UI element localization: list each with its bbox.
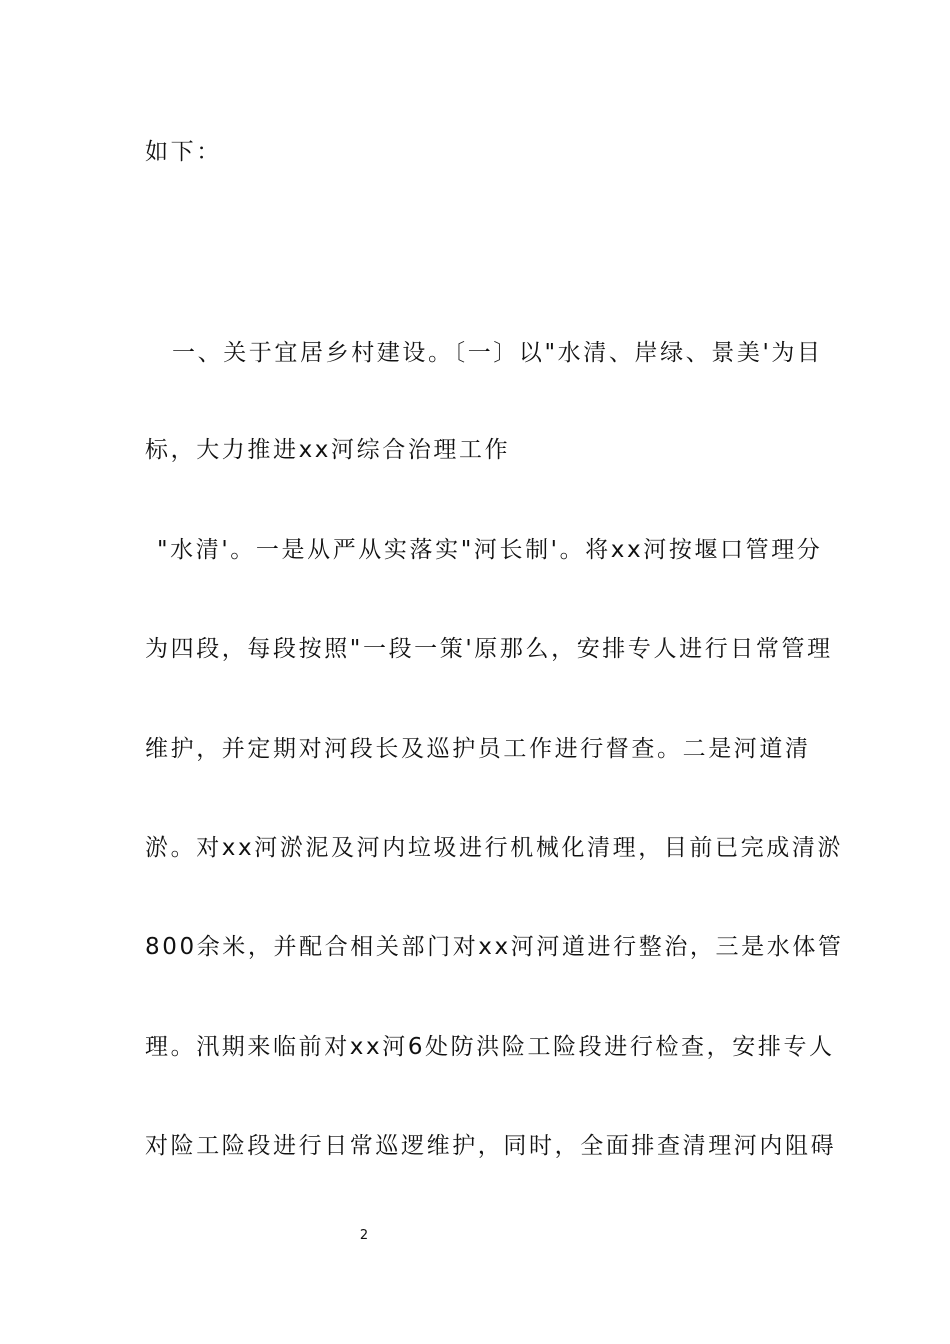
text-line-7: 淤。对xx河淤泥及河内垃圾进行机械化清理，目前已完成清淤 <box>145 835 844 861</box>
text-line-1: 如下： <box>145 139 222 165</box>
text-line-8: 800余米，并配合相关部门对xx河河道进行整治，三是水体管 <box>145 934 844 960</box>
section-heading-line: 一、关于宜居乡村建设。〔一〕以"水清、岸绿、景美'为目 <box>172 340 823 366</box>
text-line-6: 维护，并定期对河段长及巡护员工作进行督查。二是河道清 <box>145 736 811 762</box>
text-line-9: 理。汛期来临前对xx河6处防洪险工险段进行检查，安排专人 <box>145 1034 835 1060</box>
text-line-10: 对险工险段进行日常巡逻维护，同时，全面排查清理河内阻碍 <box>145 1133 837 1159</box>
text-line-4: "水清'。一是从严从实落实"河长制'。将xx河按堰口管理分 <box>157 537 823 563</box>
text-line-5: 为四段，每段按照"一段一策'原那么，安排专人进行日常管理 <box>145 636 833 662</box>
page-number: 2 <box>359 1228 369 1243</box>
text-line-3: 标，大力推进xx河综合治理工作 <box>145 437 511 463</box>
